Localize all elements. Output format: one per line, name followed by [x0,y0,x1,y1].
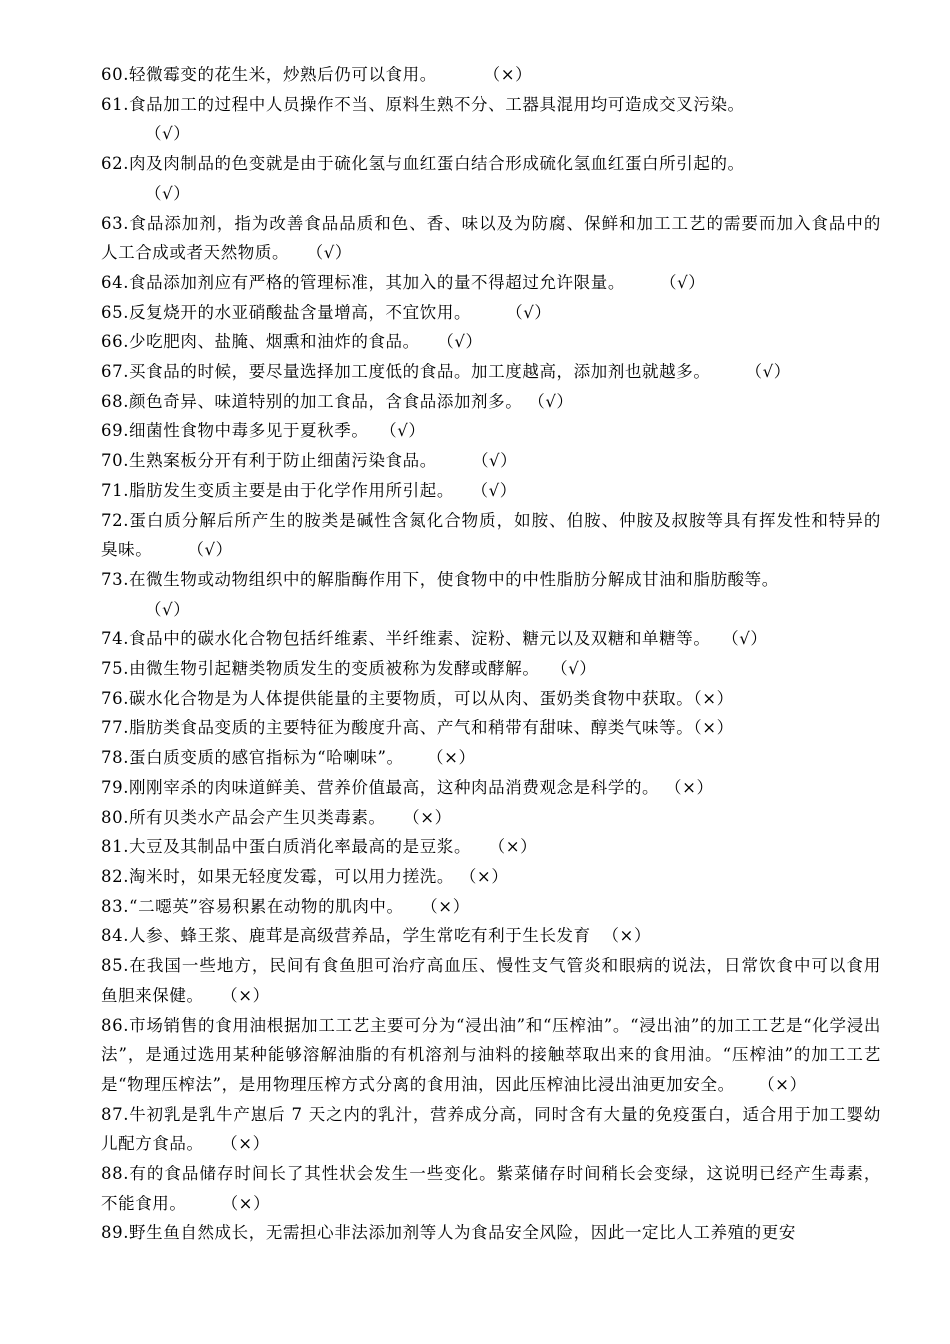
question-number: 70. [101,451,130,471]
question-item [101,357,881,387]
answer-mark: （√） [660,272,706,292]
question-text: 少吃肥肉、盐腌、烟熏和油炸的食品。 [129,332,420,352]
question-item [101,506,881,565]
answer-gap [420,332,438,351]
answer-mark: （×） [602,926,652,946]
answer-gap [289,243,307,262]
question-item [101,1218,881,1248]
question-text: 脂肪类食品变质的主要特征为酸度升高、产气和稍带有甜味、醇类气味等。 [129,718,694,738]
question-item [101,713,881,743]
question-number: 74. [101,629,130,649]
question-item [101,892,881,922]
question-text: 淘米时，如果无轻度发霉，可以用力搓洗。 [129,866,454,886]
answer-mark: （√） [306,243,352,263]
answer-mark: （√） [528,391,574,411]
question-number: 71. [101,480,130,500]
answer-gap [187,1194,222,1213]
question-text: 肉及肉制品的色变就是由于硫化氢与血红蛋白结合形成硫化氢血红蛋白所引起的。 [129,154,745,174]
question-text: 碳水化合物是为人体提供能量的主要物质，可以从肉、蛋奶类食物中获取。 [129,688,694,708]
answer-mark: （×） [488,837,538,857]
question-number: 64. [101,272,130,292]
question-number: 66. [101,332,130,352]
question-text: 市场销售的食用油根据加工工艺主要可分为“浸出油”和“压榨油”。“浸出油”的加工工艺是“化学浸出法”，是通过选用某种能够溶解油脂的有机溶剂与油料的接触萃取出来的食用油。“压榨油”的加工工艺是“物理压榨法”，是用物理压榨方式分离的食用油，因此压榨油比浸出油更加安全。 [101,1015,881,1094]
question-item [101,298,881,328]
question-number: 73. [101,569,130,589]
question-item [101,684,881,714]
answer-mark: （×） [221,985,270,1005]
question-text: 食品添加剂应有严格的管理标准，其加入的量不得超过允许限量。 [129,272,625,292]
question-text: 由微生物引起糖类物质发生的变质被称为发酵或酵解。 [129,659,540,679]
answer-gap [539,659,551,678]
question-text: 反复烧开的水亚硝酸盐含量增高，不宜饮用。 [129,302,472,322]
question-item [101,416,881,446]
question-item [101,803,881,833]
answer-gap [591,926,603,945]
question-number: 88. [101,1164,130,1184]
answer-mark: （×） [693,718,734,738]
question-text: 脂肪发生变质主要是由于化学作用所引起。 [129,480,454,500]
question-text: 在我国一些地方，民间有食鱼胆可治疗高血压、慢性支气管炎和眼病的说法，日常饮食中可以食用鱼胆来保健。 [101,956,881,1005]
question-number: 79. [101,777,130,797]
answer-mark: （√） [145,183,191,203]
answer-mark: （√） [471,480,517,500]
answer-mark: （√） [745,362,791,382]
question-number: 62. [101,154,130,174]
question-item [101,624,881,654]
question-item [101,654,881,684]
question-text: 买食品的时候，要尽量选择加工度低的食品。加工度越高，添加剂也就越多。 [129,362,711,382]
answer-mark: （×） [421,896,470,916]
question-number: 67. [101,362,130,382]
question-text: 在微生物或动物组织中的解脂酶作用下，使食物中的中性脂肪分解成甘油和脂肪酸等。 [129,569,779,589]
answer-gap [204,1134,222,1153]
answer-gap [735,1075,758,1094]
question-text: 所有贝类水产品会产生贝类毒素。 [129,807,386,827]
question-number: 81. [101,837,130,857]
question-item [101,268,881,298]
question-text: 刚刚宰杀的肉味道鲜美、营养价值最高，这种肉品消费观念是科学的。 [129,777,660,797]
question-number: 72. [101,510,130,530]
question-number: 89. [101,1223,130,1243]
question-item [101,862,881,892]
question-text: 牛初乳是乳牛产崽后 7 天之内的乳汁，营养成分高，同时含有大量的免疫蛋白，适合用于加工婴幼儿配方食品。 [101,1104,881,1154]
question-item [101,90,881,149]
answer-gap [437,451,472,470]
answer-gap [368,421,380,440]
answer-gap [454,481,472,500]
answer-gap [471,837,489,856]
answer-mark: （√） [380,421,426,441]
question-number: 63. [101,213,130,233]
question-item [101,446,881,476]
answer-mark: （√） [722,629,768,649]
question-item [101,951,881,1010]
answer-gap [204,986,222,1005]
question-text: 食品中的碳水化合物包括纤维素、半纤维素、淀粉、糖元以及双糖和单糖等。 [129,629,711,649]
answer-gap [404,897,422,916]
question-number: 84. [101,926,130,946]
question-number: 65. [101,302,130,322]
answer-gap [710,362,745,381]
question-number: 75. [101,659,130,679]
question-item [101,149,881,208]
answer-mark: （√） [506,302,552,322]
question-item [101,60,881,90]
answer-mark: （×） [459,866,509,886]
question-item [101,327,881,357]
answer-gap [471,303,506,322]
answer-mark: （×） [221,1134,270,1154]
answer-mark: （√） [471,451,518,471]
question-text: 蛋白质分解后所产生的胺类是碱性含氮化合物质，如胺、伯胺、仲胺及叔胺等具有挥发性和特异的臭味。 [101,510,881,560]
question-number: 85. [101,956,130,976]
question-item [101,565,881,624]
question-number: 68. [101,391,130,411]
answer-mark: （√） [145,599,191,619]
answer-mark: （√） [187,540,233,560]
question-number: 86. [101,1015,130,1035]
question-number: 60. [101,65,130,84]
question-text: 蛋白质变质的感官指标为“哈喇味”。 [129,748,404,768]
answer-mark: （×） [693,688,734,708]
question-text: 食品添加剂，指为改善食品品质和色、香、味以及为防腐、保鲜和加工工艺的需要而加入食品中的人工合成或者天然物质。 [101,213,881,263]
question-number: 69. [101,421,130,441]
answer-mark: （×） [665,777,714,797]
answer-mark: （×） [221,1193,271,1213]
question-item [101,1011,881,1100]
answer-gap [152,540,187,559]
question-text: 有的食品储存时间长了其性状会发生一些变化。紫菜储存时间稍长会变绿，这说明已经产生毒素，不能食用。 [101,1164,881,1213]
question-item [101,1100,881,1159]
answer-gap [404,748,427,767]
question-item [101,387,881,417]
question-number: 80. [101,807,130,827]
question-item [101,476,881,506]
question-item [101,921,881,951]
answer-mark: （×） [427,748,476,768]
question-number: 83. [101,896,130,916]
answer-mark: （√） [145,124,191,144]
answer-gap [710,629,722,648]
answer-mark: （×） [758,1074,807,1094]
question-item [101,1159,881,1218]
question-list [101,60,881,1248]
question-number: 76. [101,688,130,708]
answer-gap [437,65,484,84]
question-text: 细菌性食物中毒多见于夏秋季。 [129,421,369,441]
question-number: 87. [101,1104,130,1124]
answer-mark: （×） [483,65,533,84]
answer-gap [386,808,404,827]
question-text: 食品加工的过程中人员操作不当、原料生熟不分、工器具混用均可造成交叉污染。 [129,94,745,114]
answer-mark: （√） [551,659,597,679]
answer-mark: （×） [403,807,452,827]
question-item [101,743,881,773]
question-number: 82. [101,866,130,886]
question-text: 轻微霉变的花生米，炒熟后仍可以食用。 [129,65,437,84]
question-number: 61. [101,94,130,114]
question-text: 颜色奇异、味道特别的加工食品，含食品添加剂多。 [129,391,523,411]
question-text: 人参、蜂王浆、鹿茸是高级营养品，学生常吃有利于生长发育 [129,926,591,946]
question-number: 77. [101,718,130,738]
question-item [101,832,881,862]
question-item [101,209,881,268]
question-text: “二噁英”容易积累在动物的肌肉中。 [129,896,404,916]
question-number: 78. [101,748,130,768]
answer-mark: （√） [437,332,483,352]
answer-gap [625,273,660,292]
question-text: 野生鱼自然成长，无需担心非法添加剂等人为食品安全风险，因此一定比人工养殖的更安 [129,1223,796,1243]
question-item [101,773,881,803]
question-text: 大豆及其制品中蛋白质消化率最高的是豆浆。 [129,837,472,857]
question-text: 生熟案板分开有利于防止细菌污染食品。 [129,451,437,471]
